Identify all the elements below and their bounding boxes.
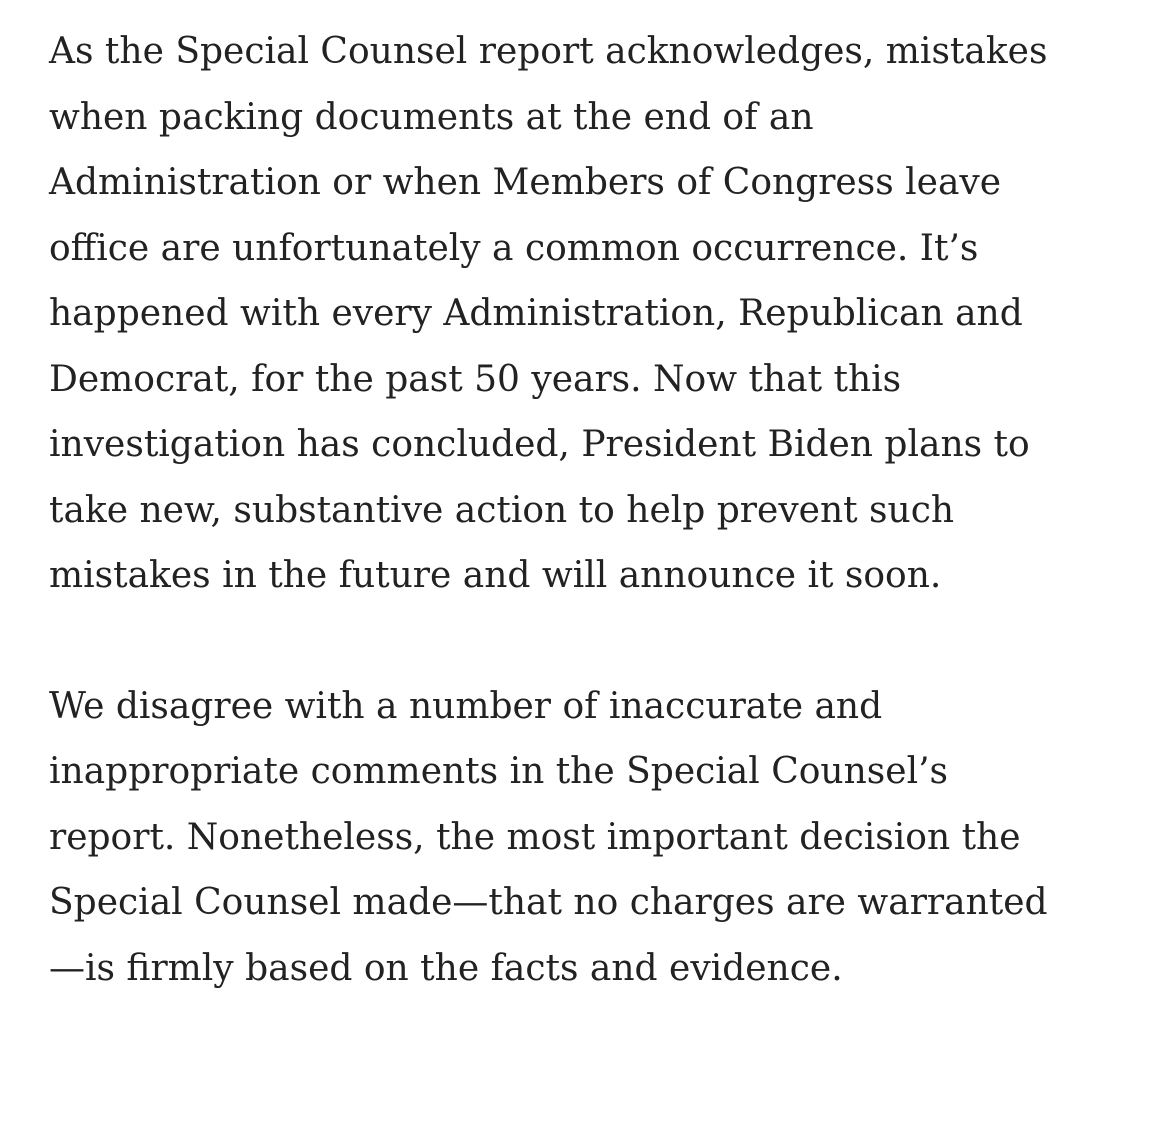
- text-line: Administration or when Members of Congress leave: [49, 162, 1002, 203]
- text-line: report. Nonetheless, the most important decision the: [49, 816, 1021, 858]
- text-line: happened with every Administration, Republican and: [49, 293, 1023, 334]
- text-line: office are unfortunately a common occurrence. It’s: [49, 227, 979, 269]
- text-line: take new, substantive action to help prevent such: [49, 489, 955, 531]
- text-line: Special Counsel made—that no charges are warranted: [49, 882, 1048, 923]
- statement-body: [49, 19, 1129, 1001]
- text-line: when packing documents at the end of an: [49, 96, 814, 138]
- text-line: Democrat, for the past 50 years. Now that this: [49, 358, 902, 400]
- paragraph-2: [49, 674, 1129, 1002]
- paragraph-1: [49, 19, 1129, 609]
- text-line: inappropriate comments in the Special Counsel’s: [49, 751, 949, 792]
- text-line: As the Special Counsel report acknowledges, mistakes: [49, 31, 1048, 72]
- text-line: —is firmly based on the facts and evidence.: [49, 947, 843, 989]
- text-line: mistakes in the future and will announce it soon.: [49, 555, 942, 596]
- text-line: investigation has concluded, President Biden plans to: [49, 424, 1030, 465]
- text-line: We disagree with a number of inaccurate and: [49, 685, 883, 727]
